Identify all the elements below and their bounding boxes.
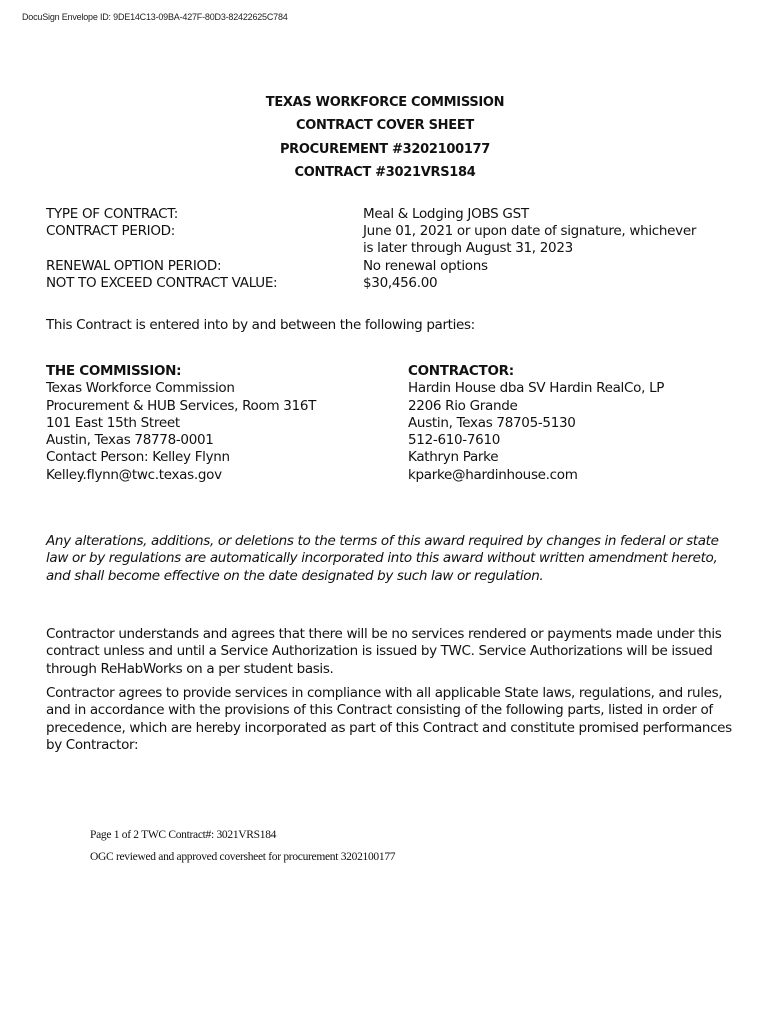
alterations-paragraph: Any alterations, additions, or deletions to the terms of this award required by changes in federal or state law or by regulations are automatically incorporated into this award without written amendment hereto, and shall become effective on the date designated by such law or regulation. — [46, 533, 719, 584]
contractor-phone: 512-610-7610 — [408, 432, 501, 449]
not-to-exceed-value: $30,456.00 — [363, 275, 438, 291]
contractor-block — [408, 363, 664, 484]
contract-period-value-line1: June 01, 2021 or upon date of signature, whichever — [363, 223, 697, 239]
commission-dept: Procurement & HUB Services, Room 316T — [46, 397, 317, 414]
type-of-contract-value: Meal & Lodging JOBS GST — [363, 206, 529, 222]
contract-period-label: CONTRACT PERIOD: — [46, 223, 175, 239]
renewal-option-label: RENEWAL OPTION PERIOD: — [46, 258, 222, 274]
commission-city: Austin, Texas 78778-0001 — [46, 432, 214, 449]
header-procurement-number: PROCUREMENT #3202100177 — [279, 142, 491, 157]
type-of-contract-label: TYPE OF CONTRACT: — [46, 206, 179, 222]
services-paragraph: Contractor understands and agrees that there will be no services rendered or payments made under this contract unless and until a Service Authorization is issued by TWC. Service Authorizations will be issued through ReHabWorks on a per student basis. — [46, 626, 722, 677]
contract-period-value-line2: is later through August 31, 2023 — [363, 240, 573, 256]
contractor-email: kparke@hardinhouse.com — [408, 466, 578, 483]
header-contract-number: CONTRACT #3021VRS184 — [294, 165, 476, 180]
footer-ogc-note: OGC reviewed and approved coversheet for procurement 3202100177 — [90, 851, 396, 863]
not-to-exceed-label: NOT TO EXCEED CONTRACT VALUE: — [46, 275, 278, 291]
renewal-option-value: No renewal options — [363, 258, 488, 274]
commission-name: Texas Workforce Commission — [46, 380, 235, 397]
commission-title: THE COMMISSION: — [46, 363, 182, 379]
commission-street: 101 East 15th Street — [46, 414, 180, 431]
commission-block — [46, 363, 316, 484]
parties-intro: This Contract is entered into by and between the following parties: — [46, 317, 475, 333]
compliance-paragraph: Contractor agrees to provide services in compliance with all applicable State laws, regulations, and rules, and in accordance with the provisions of this Contract consisting of the following parts, listed in order of precedence, which are hereby incorporated as part of this Contract and constitute promised performances by Contractor: — [46, 685, 732, 753]
header-agency: TEXAS WORKFORCE COMMISSION — [265, 95, 505, 110]
header-cover-sheet: CONTRACT COVER SHEET — [296, 118, 474, 133]
contractor-name: Hardin House dba SV Hardin RealCo, LP — [408, 380, 665, 397]
contractor-street: 2206 Rio Grande — [408, 397, 518, 414]
contractor-contact: Kathryn Parke — [408, 449, 499, 466]
commission-email: Kelley.flynn@twc.texas.gov — [46, 466, 222, 483]
commission-contact: Contact Person: Kelley Flynn — [46, 449, 230, 466]
docusign-envelope-id: DocuSign Envelope ID: 9DE14C13-09BA-427F-80D3-82422625C784 — [22, 12, 288, 22]
footer-page-info: Page 1 of 2 TWC Contract#: 3021VRS184 — [90, 829, 277, 841]
contractor-title: CONTRACTOR: — [408, 363, 514, 379]
contractor-city: Austin, Texas 78705-5130 — [408, 414, 576, 431]
